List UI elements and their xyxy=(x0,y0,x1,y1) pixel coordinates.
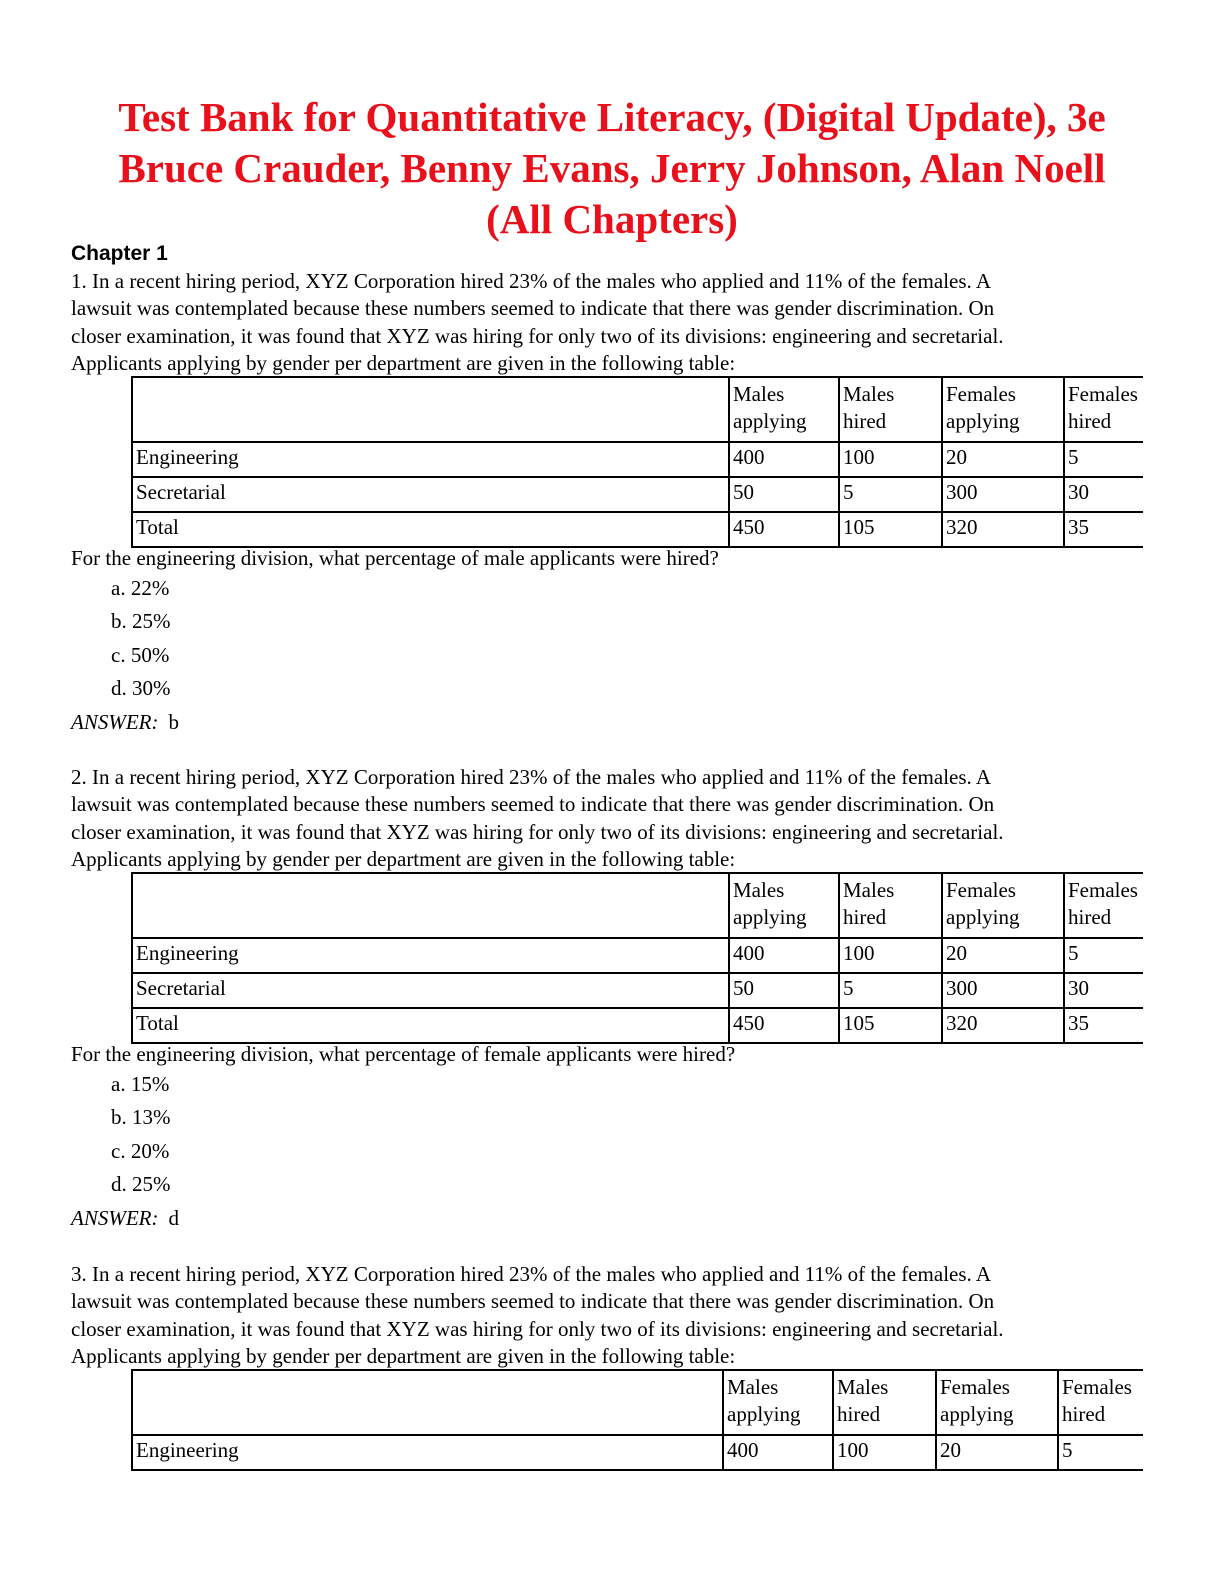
stem-line: lawsuit was contemplated because these numbers seemed to indicate that there was gender discrimination. On xyxy=(71,1289,995,1314)
table-header-cell: Females applying xyxy=(942,873,1064,938)
table-cell: 100 xyxy=(839,442,942,477)
table-row xyxy=(132,1435,1143,1470)
table-cell: 400 xyxy=(729,938,839,973)
table-header-cell: Females hired xyxy=(1064,377,1143,442)
stem-line: lawsuit was contemplated because these numbers seemed to indicate that there was gender discrimination. On xyxy=(71,296,995,321)
stem-line: Applicants applying by gender per department are given in the following table: xyxy=(71,846,736,871)
table-header-cell: Females applying xyxy=(942,377,1064,442)
stem-line: lawsuit was contemplated because these numbers seemed to indicate that there was gender discrimination. On xyxy=(71,792,995,817)
table-cell: 450 xyxy=(729,1008,839,1043)
table-cell: 100 xyxy=(839,938,942,973)
table-cell: 35 xyxy=(1064,1008,1143,1043)
table-row xyxy=(132,973,1143,1008)
choice-item: c. 20% xyxy=(111,1138,170,1163)
choice-item: a. 15% xyxy=(111,1072,170,1096)
table-header-cell: Females applying xyxy=(936,1370,1058,1435)
choice-item: c. 50% xyxy=(111,642,170,667)
stem-line: 3. In a recent hiring period, XYZ Corporation hired 23% of the males who applied and 11% of the females. A xyxy=(71,1262,992,1286)
table-cell: 20 xyxy=(936,1435,1058,1470)
choice-list xyxy=(111,572,171,705)
chapter-heading: Chapter 1 xyxy=(71,242,168,265)
table-cell: Total xyxy=(132,1008,729,1043)
title-line: Bruce Crauder, Benny Evans, Jerry Johnson, Alan Noell xyxy=(118,145,1106,191)
table-cell: 300 xyxy=(942,973,1064,1008)
stem-line: closer examination, it was found that XYZ was hiring for only two of its divisions: engineering and secretarial. xyxy=(71,1316,1004,1341)
table-cell: 100 xyxy=(833,1435,936,1470)
stem-line: Applicants applying by gender per department are given in the following table: xyxy=(71,1343,736,1368)
choice-item: d. 25% xyxy=(111,1171,171,1196)
table-cell: Secretarial xyxy=(132,973,729,1008)
table-cell: 5 xyxy=(1064,938,1143,973)
table-row xyxy=(132,938,1143,973)
table-cell: 105 xyxy=(839,1008,942,1043)
choice-item: a. 22% xyxy=(111,576,170,600)
table-header-row xyxy=(132,377,1143,442)
table-cell: 5 xyxy=(839,973,942,1008)
choice-item: b. 25% xyxy=(111,609,171,634)
table-cell: 5 xyxy=(1058,1435,1143,1470)
table-header-cell xyxy=(132,1370,723,1435)
title-line: (All Chapters) xyxy=(486,196,738,242)
answer-line xyxy=(71,1205,179,1232)
question-1 xyxy=(71,268,1171,734)
answer-value: b xyxy=(168,710,179,734)
document-title xyxy=(40,92,1184,245)
table-cell: 30 xyxy=(1064,477,1143,512)
table-cell: 450 xyxy=(729,512,839,547)
table-header-cell: Males hired xyxy=(833,1370,936,1435)
stem-line: closer examination, it was found that XYZ was hiring for only two of its divisions: engineering and secretarial. xyxy=(71,323,1004,348)
choice-list xyxy=(111,1068,171,1201)
table-cell: 105 xyxy=(839,512,942,547)
table-cell: 400 xyxy=(729,442,839,477)
table-cell: 20 xyxy=(942,938,1064,973)
table-cell: 50 xyxy=(729,477,839,512)
table-cell: 400 xyxy=(723,1435,833,1470)
stem-line: Applicants applying by gender per department are given in the following table: xyxy=(71,350,736,375)
question-2 xyxy=(71,764,1171,1230)
table-header-cell: Males hired xyxy=(839,377,942,442)
table-header-cell xyxy=(132,873,729,938)
choice-item: b. 13% xyxy=(111,1105,171,1130)
table-header-row xyxy=(132,873,1143,938)
question-3 xyxy=(71,1261,1171,1462)
table-row xyxy=(132,512,1143,547)
table-cell: Engineering xyxy=(132,1435,723,1470)
table-cell: 35 xyxy=(1064,512,1143,547)
table-cell: Engineering xyxy=(132,938,729,973)
question-stem xyxy=(71,764,1171,873)
table-header-cell xyxy=(132,377,729,442)
table-header-cell: Males applying xyxy=(729,873,839,938)
question-stem xyxy=(71,1261,1171,1370)
answer-line xyxy=(71,709,179,736)
hiring-table xyxy=(131,376,1143,548)
table-header-cell: Males applying xyxy=(729,377,839,442)
table-header-cell: Males hired xyxy=(839,873,942,938)
table-cell: Secretarial xyxy=(132,477,729,512)
stem-line: closer examination, it was found that XYZ was hiring for only two of its divisions: engineering and secretarial. xyxy=(71,819,1004,844)
answer-value: d xyxy=(168,1206,179,1230)
stem-line: 2. In a recent hiring period, XYZ Corporation hired 23% of the males who applied and 11% of the females. A xyxy=(71,765,992,789)
table-cell: Engineering xyxy=(132,442,729,477)
table-cell: 20 xyxy=(942,442,1064,477)
table-header-cell: Males applying xyxy=(723,1370,833,1435)
answer-label: ANSWER: xyxy=(71,1206,159,1230)
hiring-table xyxy=(131,872,1143,1044)
table-cell: 50 xyxy=(729,973,839,1008)
table-cell: 5 xyxy=(1064,442,1143,477)
table-row xyxy=(132,1008,1143,1043)
table-header-cell: Females hired xyxy=(1064,873,1143,938)
choice-item: d. 30% xyxy=(111,675,171,700)
table-header-row xyxy=(132,1370,1143,1435)
table-cell: 5 xyxy=(839,477,942,512)
question-prompt: For the engineering division, what percentage of male applicants were hired? xyxy=(71,546,719,570)
table-cell: 30 xyxy=(1064,973,1143,1008)
table-cell: 320 xyxy=(942,1008,1064,1043)
answer-label: ANSWER: xyxy=(71,710,159,734)
question-prompt: For the engineering division, what percentage of female applicants were hired? xyxy=(71,1042,736,1066)
table-row xyxy=(132,477,1143,512)
title-line: Test Bank for Quantitative Literacy, (Digital Update), 3e xyxy=(118,94,1106,140)
stem-line: 1. In a recent hiring period, XYZ Corporation hired 23% of the males who applied and 11% of the females. A xyxy=(71,269,992,293)
table-cell: 320 xyxy=(942,512,1064,547)
table-cell: 300 xyxy=(942,477,1064,512)
hiring-table xyxy=(131,1369,1143,1471)
question-stem xyxy=(71,268,1171,377)
table-cell: Total xyxy=(132,512,729,547)
table-row xyxy=(132,442,1143,477)
table-header-cell: Females hired xyxy=(1058,1370,1143,1435)
